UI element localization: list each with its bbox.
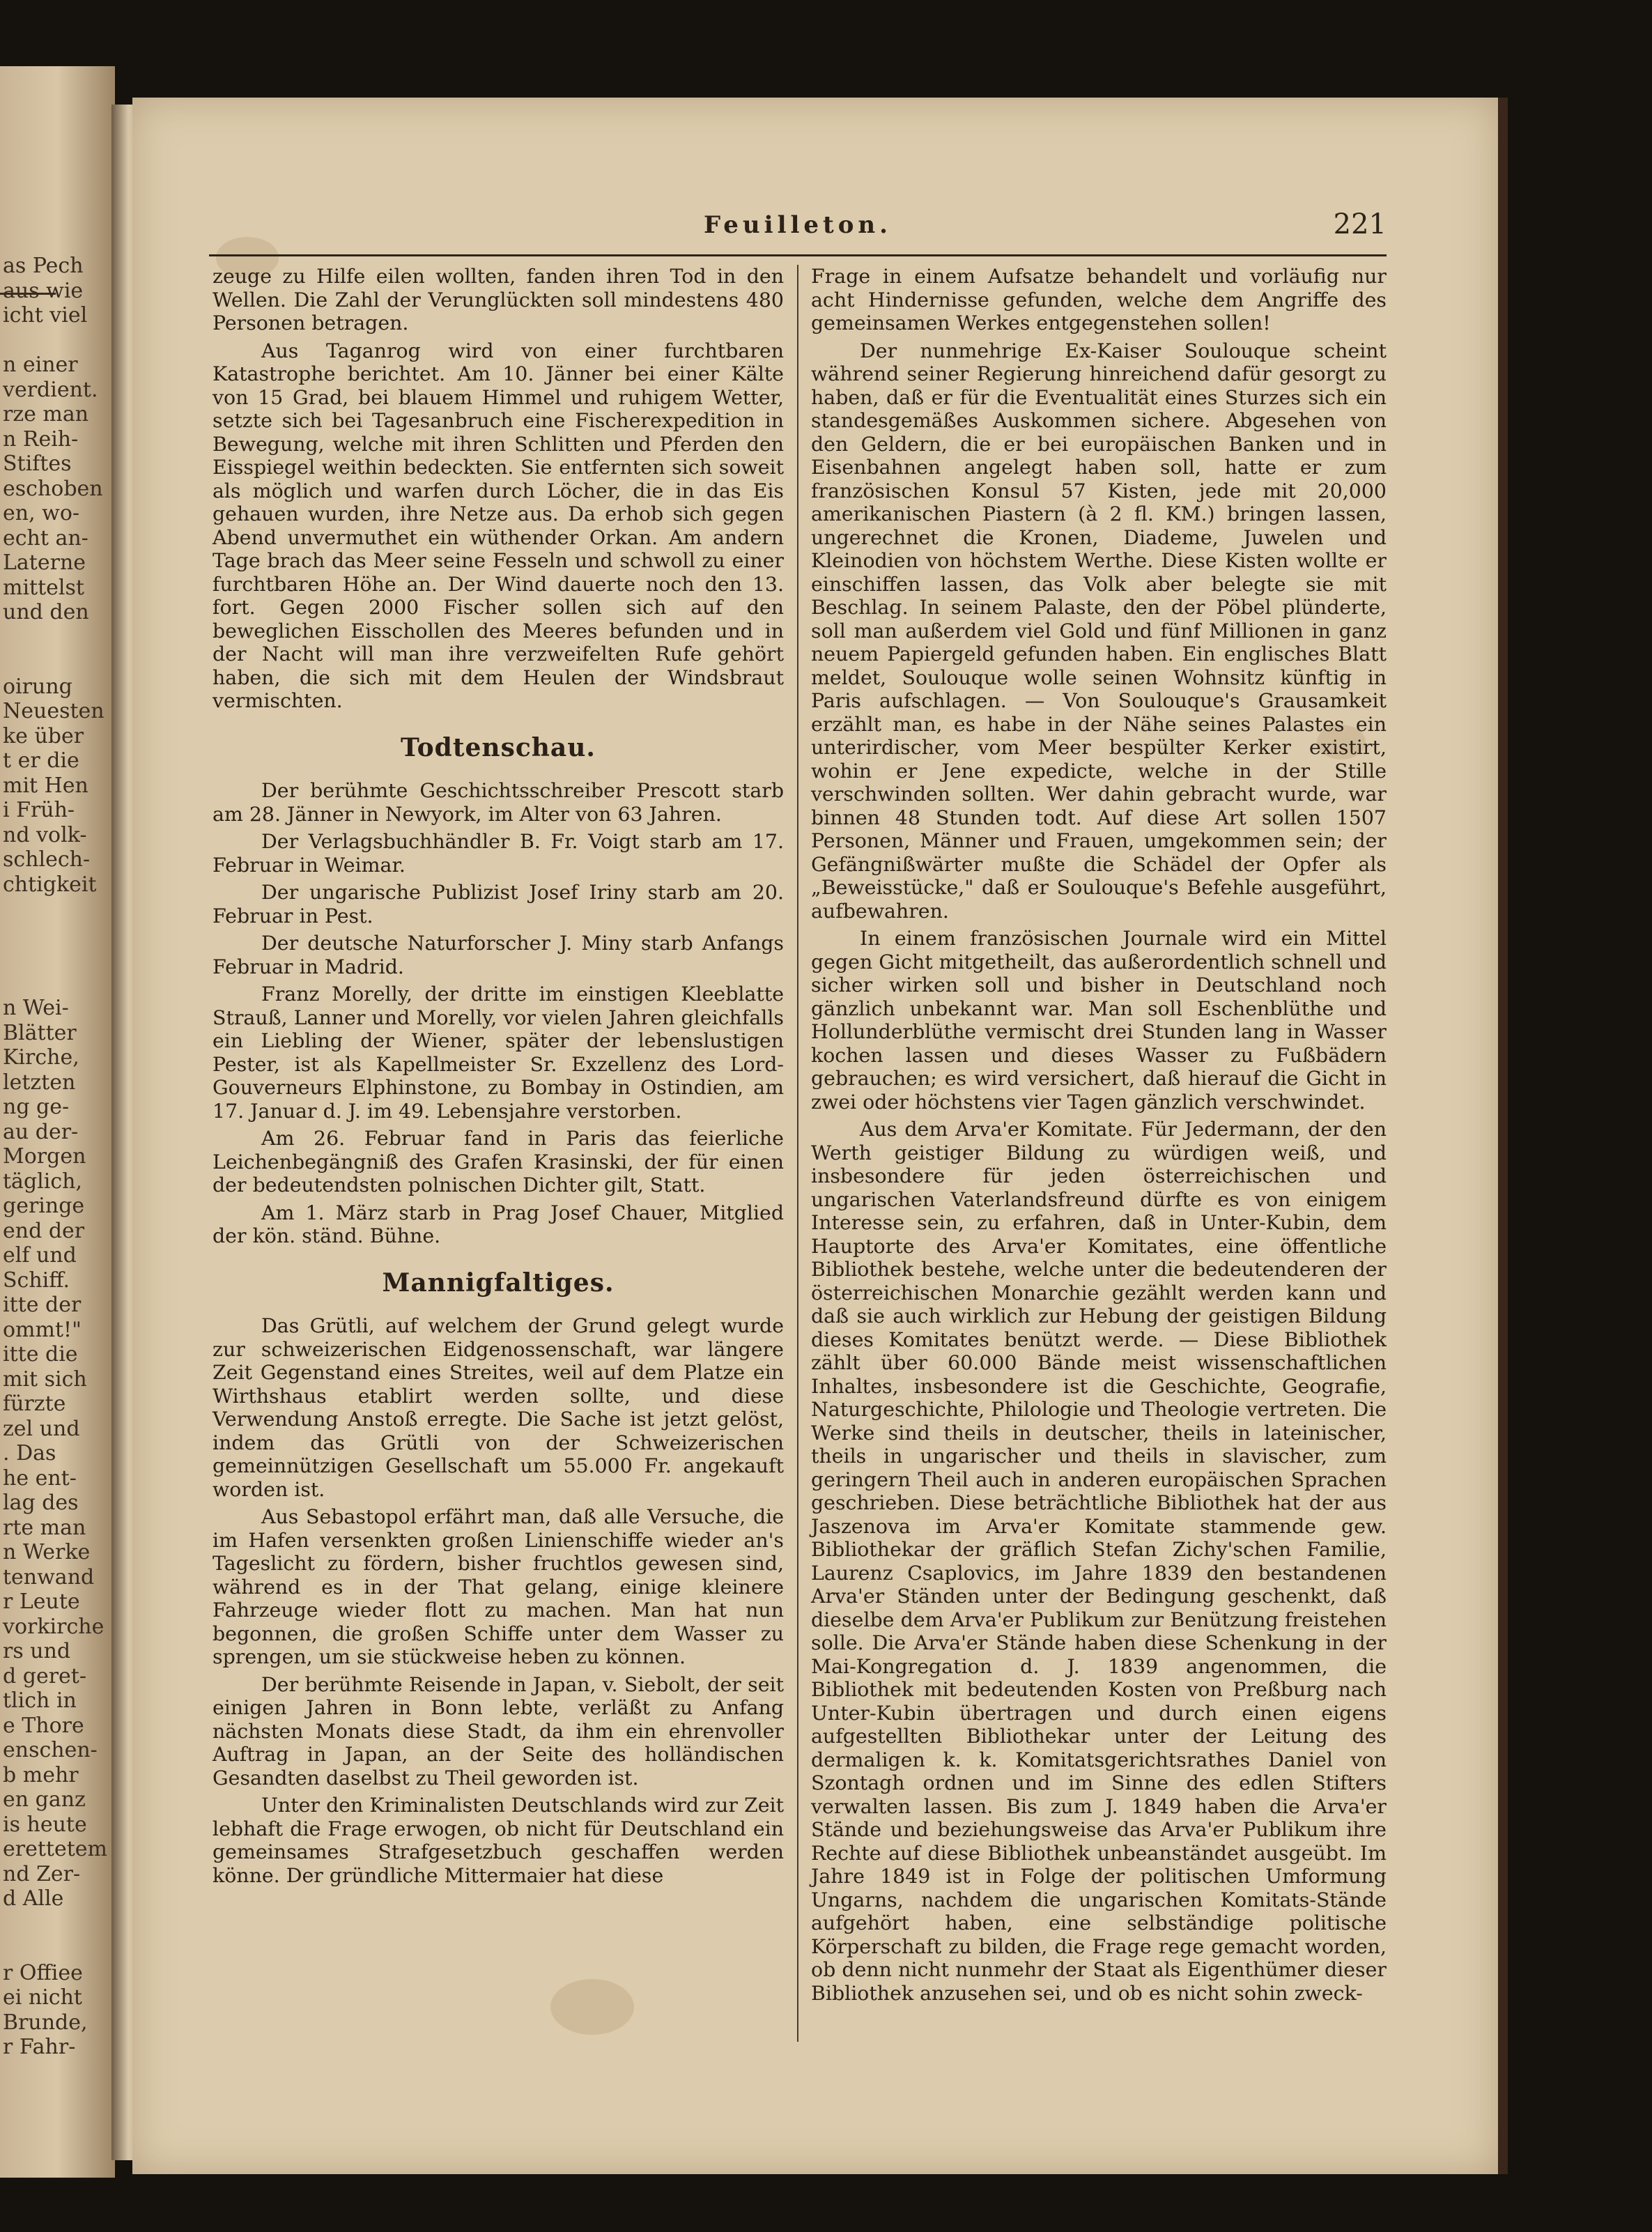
left-page-fragment: geringe [3,1194,85,1218]
left-page-fragment: r Offiee [3,1960,83,1985]
left-page-fragment: Blätter [3,1020,77,1045]
left-page-fragment: ng ge- [3,1095,70,1119]
left-page-fragment: d Alle [3,1886,64,1911]
paragraph: Der nunmehrige Ex-Kaiser Soulouque scheint während seiner Regierung hinreichend dafür gesorgt zu haben, daß er für die Eventualität eines Sturzes sich ein standesgemäßes Auskommen sichere. Abgesehen von den Geldern, die er bei europäischen Banken und in Eisenbahnen angelegt haben soll, hatte er zum französischen Konsul 57 Kisten, jede mit 20,000 amerikanischen Piastern (à 2 fl. KM.) bringen lassen, ungerechnet die Kronen, Diademe, Juwelen und Kleinodien von höchstem Werthe. Diese Kisten wollte er einschiffen lassen, das Volk aber belegte sie mit Beschlag. In seinem Palaste, den der Pöbel plünderte, soll man außerdem viel Gold und fünf Millionen in ganz neuem Papiergeld gefunden haben. Ein englisches Blatt meldet, Soulouque wolle seinen Wohnsitz künftig in Paris aufschlagen. — Von Soulouque's Grausamkeit erzählt man, es habe in der Nähe seines Palastes ein unterirdischer, vom Meer bespülter Kerker existirt, wohin er Jene expedicte, welche in der Stille verschwinden sollten. Wer dahin gebracht wurde, war binnen 48 Stunden todt. Auf diese Art sollen 1507 Personen, Männer und Frauen, umgekommen sein; der Gefängnißwärter mußte die Schädel der Opfer als „Beweisstücke," daß er Soulouque's Befehle ausgeführt, aufbewahren. [811,339,1387,923]
left-page-fragment: mit Hen [3,773,88,798]
left-page-fragment: Neuesten [3,699,105,723]
left-page-fragment: rte man [3,1515,86,1540]
left-page-fragment: t er die [3,748,79,773]
left-page-fragment: d geret- [3,1663,86,1688]
page-number: 221 [1333,208,1387,240]
left-page-fragment: Morgen [3,1144,86,1169]
left-page-fragment: echt an- [3,525,88,551]
left-page-fragment: en ganz [3,1787,86,1812]
section-heading: Todtenschau. [401,732,596,762]
page-header [209,206,1387,247]
left-page-fragment: is heute [3,1812,87,1837]
paragraph: Franz Morelly, der dritte im einstigen Kleeblatte Strauß, Lanner und Morelly, vor vielen Jahren gleichfalls ein Liebling der Wiener, später der lebenslustigen Pester, ist als Kapellmeister Sr. Exzellenz des Lord-Gouverneurs Elphinstone, zu Bombay in Ostindien, am 17. Januar d. J. im 49. Lebensjahre verstorben. [213,983,784,1123]
left-page-fragment: itte der [3,1293,82,1317]
left-page-fragment: mit sich [3,1367,87,1392]
left-page-fragment: chtigkeit [3,872,97,897]
left-page-fragment: icht viel [3,303,88,328]
left-page-fragment: Kirche, [3,1045,79,1070]
left-page-fragment: Laterne [3,551,86,575]
left-page-fragment: au der- [3,1119,79,1144]
left-page-fragment: ommt!" [3,1317,82,1342]
left-page-fragment: verdient. [3,377,98,402]
paragraph: Aus Sebastopol erfährt man, daß alle Versuche, die im Hafen versenkten großen Linienschiffe wieder an's Tageslicht zu fördern, bisher fruchtlos gewesen sind, während es in der That gelang, einige kleinere Fahrzeuge wieder flott zu machen. Man hat nun begonnen, die großen Schiffe unter dem Wasser zu sprengen, um sie stückweise heben zu können. [213,1505,784,1668]
left-page-fragment: Brunde, [3,2010,88,2035]
left-page-fragment: mittelst [3,575,84,600]
paragraph: Der Verlagsbuchhändler B. Fr. Voigt starb am 17. Februar in Weimar. [213,830,784,877]
column-divider [797,265,798,2042]
left-page-fragment: n Wei- [3,996,69,1020]
left-page-fragment: ei nicht [3,1985,82,2010]
left-page-fragment: elf und [3,1243,77,1268]
paragraph: Unter den Kriminalisten Deutschlands wird zur Zeit lebhaft die Frage erwogen, ob nicht für Deutschland ein gemeinsames Strafgesetzbuch geschaffen werden könne. Der gründliche Mittermaier hat diese [213,1794,784,1887]
left-page-fragment: e Thore [3,1713,84,1738]
section-heading: Mannigfaltiges. [382,1268,615,1298]
left-page-fragment: eschoben [3,476,103,501]
paragraph: Aus dem Arva'er Komitate. Für Jedermann, der den Werth geistiger Bildung zu würdigen weiß, und insbesondere für jeden österreichischen und ungarischen Vaterlandsfreund dürfte es von einigem Interesse sein, zu erfahren, daß in Unter-Kubin, dem Hauptorte des Arva'er Komitates, eine öffentliche Bibliothek bestehe, welche unter die bedeutenderen der österreichischen Monarchie gezählt werden kann und daß sie auch wirklich zur Hebung der geistigen Bildung dieses Komitates benützt werde. — Diese Bibliothek zählt über 60.000 Bände meist wissenschaftlichen Inhaltes, insbesondere ist die Geschichte, Geografie, Naturgeschichte, Philologie und Theologie vertreten. Die Werke sind theils in deutscher, theils in lateinischer, theils in ungarischer und theils in slavischer, zum geringern Theil auch in anderen europäischen Sprachen geschrieben. Diese beträchtliche Bibliothek hat der aus Jaszenova im Arva'er Komitate stammende gew. Bibliothekar der gräflich Stefan Zichy'schen Familie, Laurenz Csaplovics, im Jahre 1839 den bestandenen Arva'er Ständen unter der Bedingung geschenkt, daß dieselbe dem Arva'er Publikum zur Benützung freistehen solle. Die Arva'er Stände haben diese Schenkung in der Mai-Kongregation d. J. 1839 angenommen, die Bibliothek mit bedeutenden Kosten von Preßburg nach Unter-Kubin übertragen und durch einen eigens aufgestellten Bibliothekar unter der Leitung des dermaligen k. k. Komitatsgerichtsrathes Daniel von Szontagh ordnen und im Sinne des edlen Stifters verwalten lassen. Bis zum J. 1849 haben die Arva'er Stände und beziehungsweise das Arva'er Publikum ihre Rechte auf diese Bibliothek unbeanständet ausgeübt. Im Jahre 1849 ist in Folge der politischen Umformung Ungarns, nachdem die ungarischen Komitats-Stände aufgehört haben, eine selbständige politische Körperschaft zu bilden, die Frage rege gemacht worden, ob denn nicht nunmehr der Staat als Eigenthümer dieser Bibliothek anzusehen sei, und ob es nicht sohin zweck- [811,1118,1387,2005]
left-page-fragment: rze man [3,402,89,426]
left-page-fragment: Schiff. [3,1268,70,1293]
left-page-fragment: he ent- [3,1465,77,1491]
left-page-fragment: b mehr [3,1762,79,1787]
paragraph: Der ungarische Publizist Josef Iriny starb am 20. Februar in Pest. [213,881,784,928]
left-page-fragment: . Das [3,1441,56,1465]
left-page-fragment: n Werke [3,1540,91,1564]
left-page-fragment: schlech- [3,847,91,872]
left-page-fragment: tlich in [3,1688,77,1713]
left-page-fragment: nd volk- [3,822,87,847]
left-page-fragment: und den [3,600,89,624]
left-page-edge [0,66,115,2178]
left-column [213,265,784,1891]
left-page-fragment: rs und [3,1639,71,1663]
running-title: Feuilleton. [704,211,892,239]
left-page-fragment: n einer [3,353,78,377]
left-page-fragment: r Leute [3,1590,80,1614]
left-page-fragment: en, wo- [3,501,80,525]
paragraph: Am 26. Februar fand in Paris das feierliche Leichenbegängniß des Grafen Krasinski, der für einen der bedeutendsten polnischen Dichter gilt, Statt. [213,1127,784,1196]
left-page-fragment: zel und [3,1416,80,1441]
left-page-fragment: letzten [3,1070,76,1095]
left-page-fragment: itte die [3,1342,78,1367]
left-page-fragment: nd Zer- [3,1861,81,1886]
left-page-fragment: vorkirche [3,1614,105,1639]
paragraph: Frage in einem Aufsatze behandelt und vorläufig nur acht Hindernisse gefunden, welche dem Angriffe des gemeinsamen Werkes entgegenstehen sollen! [811,265,1387,334]
paragraph: zeuge zu Hilfe eilen wollten, fanden ihren Tod in den Wellen. Die Zahl der Verunglückten soll mindestens 480 Personen betragen. [213,265,784,334]
left-page-fragment: lag des [3,1491,79,1515]
left-page-fragment: erettetem [3,1837,107,1861]
paragraph: In einem französischen Journale wird ein Mittel gegen Gicht mitgetheilt, das außerordentlich schnell und sicher wirken soll und bisher in Deutschland noch gänzlich unbekannt war. Man soll Eschenblüthe und Hollunderblüthe vermischt drei Stunden lang in Wasser kochen lassen und dieses Wasser zu Fußbädern gebrauchen; es wird versichert, daß hierauf die Gicht in zwei oder höchstens vier Tagen gänzlich verschwindet. [811,927,1387,1114]
paragraph: Der berühmte Reisende in Japan, v. Siebolt, der seit einigen Jahren in Bonn lebte, verläßt zu Anfang nächsten Monats diese Stadt, da ihm ein ehrenvoller Auftrag in Japan, an der Seite des holländischen Gesandten daselbst zu Theil geworden ist. [213,1672,784,1790]
paragraph: Der deutsche Naturforscher J. Miny starb Anfangs Februar in Madrid. [213,932,784,978]
left-page-fragment: i Früh- [3,798,75,822]
right-column [811,265,1387,2009]
left-page-fragment: tenwand [3,1564,95,1590]
left-page-fragment: ke über [3,723,84,748]
left-page-fragment: n Reih- [3,426,79,452]
paragraph: Aus Taganrog wird von einer furchtbaren Katastrophe berichtet. Am 10. Jänner bei einer Kälte von 15 Grad, bei blauem Himmel und ruhigem Wetter, setzte sich bei Tagesanbruch eine Fischerexpedition in Bewegung, welche mit ihren Schlitten und Pferden den Eisspiegel weithin bedeckten. Sie entfernten sich soweit als möglich und warfen durch Löcher, die in das Eis gehauen wurden, ihre Netze aus. Da erhob sich gegen Abend unvermuthet ein wüthender Orkan. Am andern Tage brach das Meer seine Fesseln und schwoll zu einer furchtbaren Höhe an. Der Wind dauerte noch den 13. fort. Gegen 2000 Fischer sollen sich auf den beweglichen Eisschollen des Meeres befunden und in der Nacht will man ihre verzweifelten Rufe gehört haben, die sich mit dem Heulen der Windsbraut vermischten. [213,339,784,712]
left-page-fragment: oirung [3,674,72,699]
left-page-fragment: aus wie [3,278,84,303]
left-page-fragment: end der [3,1218,85,1243]
paragraph: Das Grütli, auf welchem der Grund gelegt wurde zur schweizerischen Eidgenossenschaft, war längere Zeit Gegenstand eines Streites, weil auf dem Platze ein Wirthshaus etablirt werden sollte, und diese Verwendung Anstoß erregte. Die Sache ist jetzt gelöst, indem das Grütli von der Schweizerischen gemeinnützigen Gesellschaft um 55.000 Fr. angekauft worden ist. [213,1314,784,1501]
left-page-fragment: täglich, [3,1169,82,1194]
left-page-fragment: enschen- [3,1738,98,1762]
paragraph: Der berühmte Geschichtsschreiber Prescott starb am 28. Jänner in Newyork, im Alter von 63 Jahren. [213,779,784,826]
left-page-fragment: Stiftes [3,452,72,476]
left-page-fragment: fürzte [3,1392,66,1416]
left-page-fragment: r Fahr- [3,2035,76,2059]
header-rule [209,254,1387,256]
paragraph: Am 1. März starb in Prag Josef Chauer, Mitglied der kön. ständ. Bühne. [213,1201,784,1247]
left-page-fragment: as Pech [3,254,84,278]
